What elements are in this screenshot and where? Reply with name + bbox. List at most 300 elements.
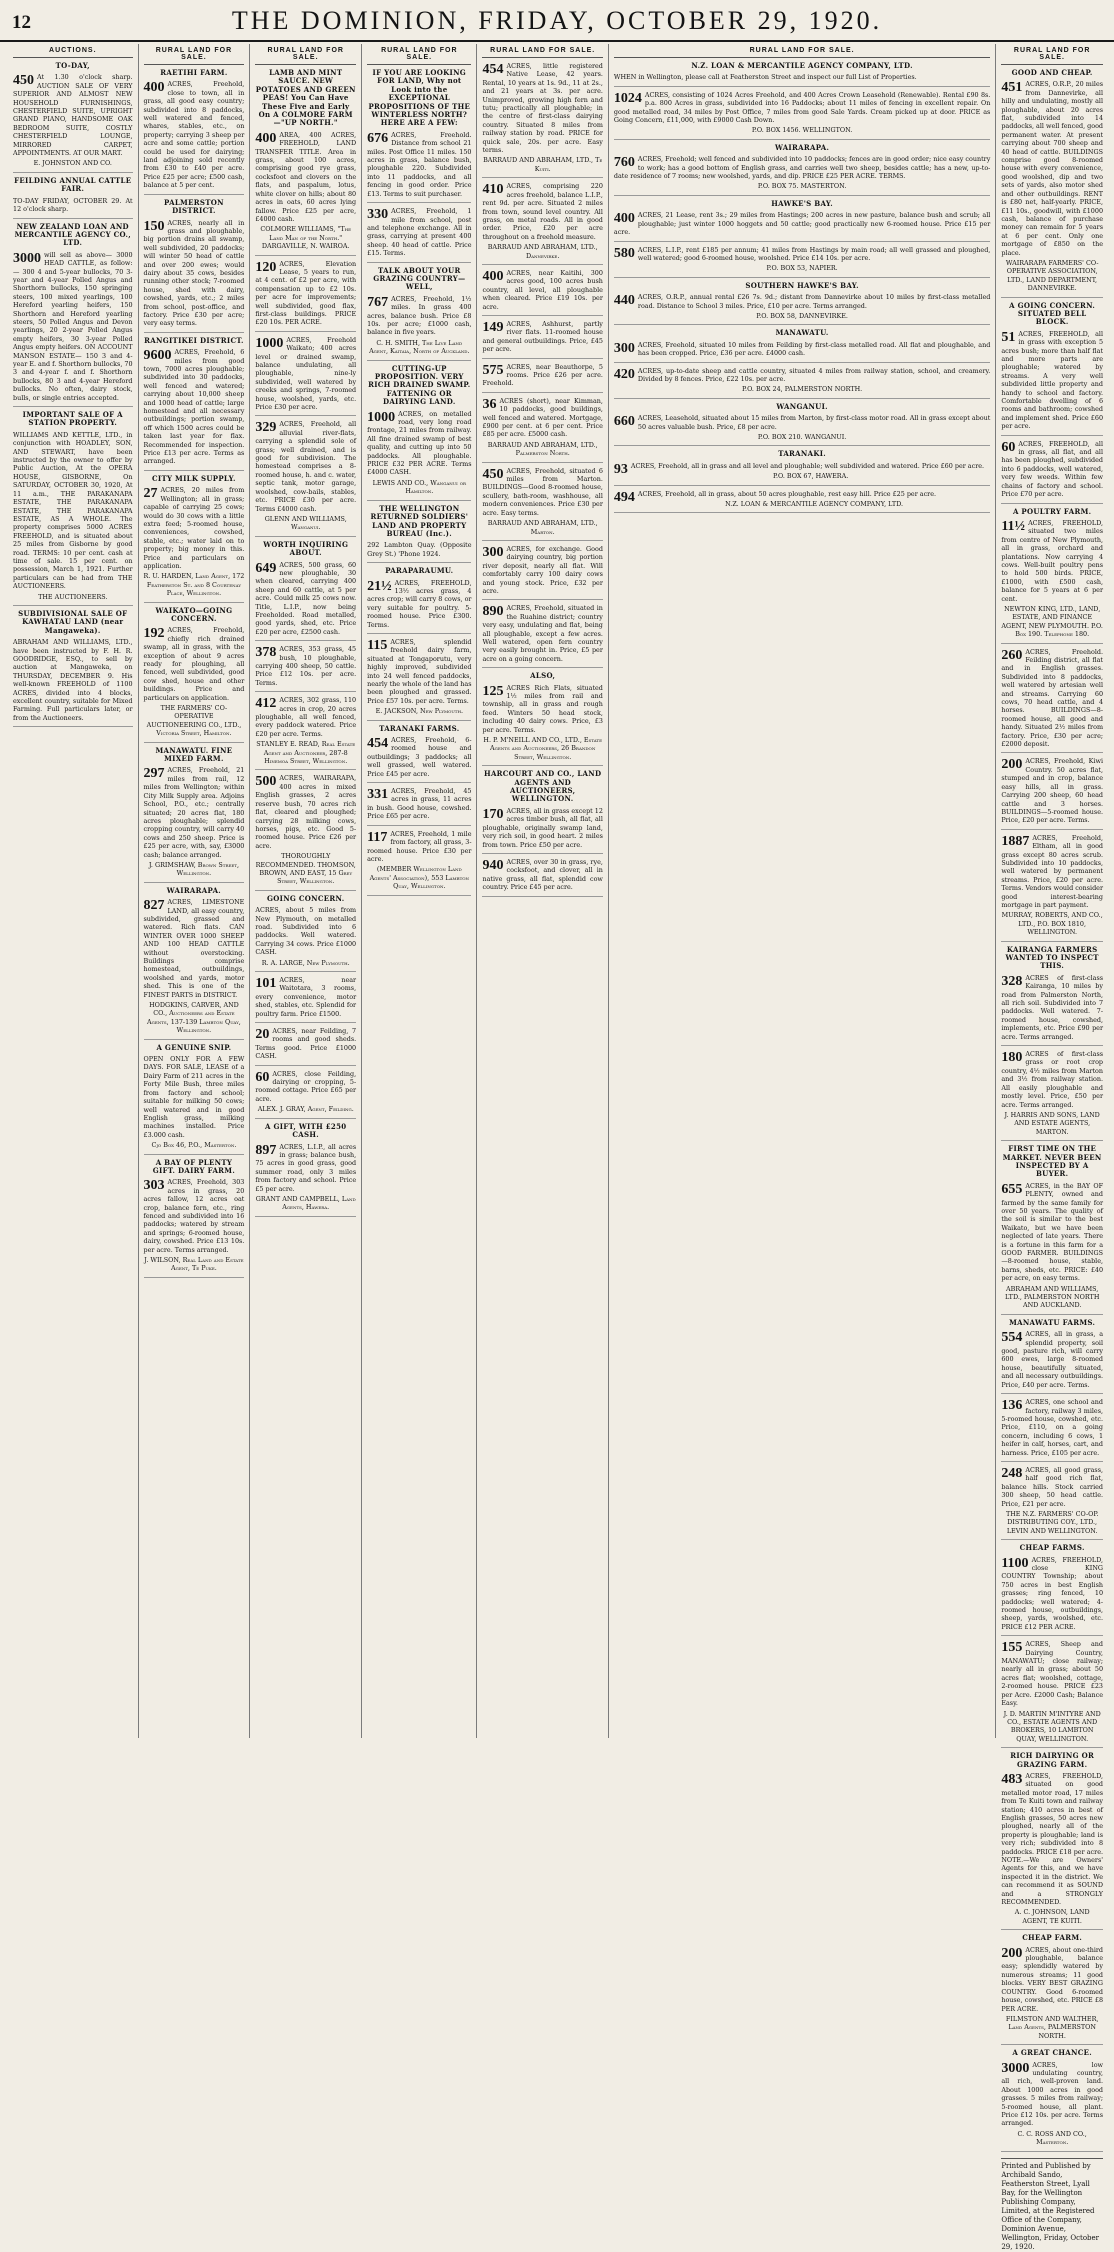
ad-body-text: ACRES of first-class grass or root crop country, 4½ miles from Marton and 3½ from railway station. All easily ploughable and mostly level. Price, £50 per acre. Terms arranged.	[1001, 1050, 1104, 1109]
ad-body	[13, 431, 133, 591]
ad-headline: MANAWATU FARMS.	[1009, 1317, 1096, 1327]
column-heading: RURAL LAND FOR SALE.	[144, 44, 245, 65]
classified-ad	[367, 725, 471, 783]
classified-ad	[367, 267, 471, 361]
ad-body	[367, 638, 471, 705]
ad-body	[482, 467, 602, 517]
ad-agent: P.O. BOX 210. WANGANUI.	[757, 433, 847, 441]
ad-body-text: ACRES, all in grass except 12 acres timber bush, all flat, all ploughable, originally swamp land, very rich soil, in good heart. 2 miles from town. Price £50 per acre.	[482, 806, 603, 849]
classified-ad	[482, 62, 602, 178]
classified-ad	[13, 177, 133, 219]
ad-headline: CHEAP FARM.	[1022, 1933, 1083, 1943]
ad-body-text: ACRES, Elevation Lease, 5 years to run, at 4 cent. of £2 per acre, with compensation up to £2 10s. per acre for improvements; well subdivided, good flax, first-class buildings. PRICE £20 10s. PER ACRE.	[255, 259, 357, 327]
ad-acreage-number: 155	[1001, 1640, 1023, 1656]
classified-ad	[614, 403, 990, 447]
ad-body	[144, 1178, 245, 1254]
ad-agent: THE FARMERS' CO-OPERATIVE AUCTIONEERING CO., LTD., Victoria Street, Hamilton.	[146, 704, 242, 738]
ad-headline: N.Z. LOAN & MERCANTILE AGENCY COMPANY, LTD.	[691, 61, 913, 70]
imprint-footer: Printed and Published by Archibald Sando, Featherston Street, Lyall Bay, for the Wellington Publishing Company, Limited, at the Registered Office of the Company, Dominion Avenue, Wellington, Friday, October 29, 1920.	[1001, 2158, 1103, 2252]
column-1	[8, 44, 139, 1738]
classified-ad	[367, 567, 471, 634]
ad-acreage-number: 125	[482, 683, 504, 699]
ad-acreage-number: 1887	[1001, 833, 1030, 849]
ad-acreage-number: 554	[1001, 1330, 1023, 1346]
ad-acreage-number: 890	[482, 604, 504, 620]
ad-agent: NEWTON KING, LTD., LAND, ESTATE, AND FINANCE AGENT, NEW PLYMOUTH. P.O. Box 190. Telephone 180.	[1001, 604, 1103, 639]
ad-body-text: ACRES, comprising 220 acres freehold, balance L.I.P., rent 9d. per acre. Situated 2 miles from town, sound level country. All grass, on metal roads. All in good order. Price, £20 per acre throughout on a freehold measure.	[482, 182, 603, 241]
ad-agent: (MEMBER Wellington Land Agents' Association), 553 Lambton Quay, Wellington.	[369, 865, 470, 891]
ad-body	[1001, 1466, 1103, 1508]
classified-ad	[482, 182, 602, 265]
ad-body-text: ACRES, nearly all in grass and ploughable, big portion drains all swamp, well subdivided, 20 paddocks; will winter 50 head of cattle and over 200 ewes; would dairy about 35 cows, besides running other stock; 7-roomed house, shed with dairy, cowshed, yards, etc.; 2 miles from school, post-office, and factory. Price £30 per acre; very easy terms.	[143, 218, 245, 328]
ad-body	[144, 348, 245, 466]
ad-body-text: ACRES, near Feilding, 7 rooms and good sheds. Terms good. Price £1000 CASH.	[255, 1027, 357, 1061]
ad-body	[1001, 2061, 1103, 2128]
ad-body	[367, 207, 471, 257]
ad-headline: A POULTRY FARM.	[1012, 506, 1092, 516]
ad-headline: CHEAP FARMS.	[1019, 1543, 1085, 1553]
ad-body-text: At 1.30 o'clock sharp. AUCTION SALE OF VERY SUPERIOR AND ALMOST NEW HOUSEHOLD FURNISHINGS, CHESTERFIELD SUITE, UPRIGHT GRAND PIANO, HANDSOME OAK BEDROOM SUITE, COSTLY CHESTERFIELD LOUNGE, MIRRORED CARPET, APPOINTMENTS. AT OUR MART.	[13, 73, 133, 158]
classified-ad	[1001, 834, 1103, 942]
ad-body	[482, 269, 602, 311]
ad-body	[144, 486, 245, 570]
classified-ad	[1001, 2049, 1103, 2151]
ad-acreage-number: 760	[613, 155, 635, 171]
ad-acreage-number: 454	[367, 736, 389, 752]
ad-acreage-number: 300	[482, 544, 504, 560]
ad-body	[614, 414, 990, 431]
ad-body	[367, 410, 471, 477]
classified-ad	[255, 1027, 356, 1066]
ad-agent: THE AUCTIONEERS.	[38, 592, 108, 601]
ad-headline: IF YOU ARE LOOKING FOR LAND, Why not Look into the EXCEPTIONAL PROPOSITIONS OF THE WINTERLESS NORTH? HERE ARE A FEW:	[368, 68, 471, 128]
ad-acreage-number: 450	[482, 466, 504, 482]
ad-headline: WAIRARAPA.	[166, 885, 222, 895]
ad-body-text: OPEN ONLY FOR A FEW DAYS. FOR SALE, LEASE of a Dairy Farm of 211 acres in the Forty Mile Bush, three miles from factory and school; suitable for milking 50 cows; well watered and in good English grass, milking machines installed. Price £3.000 cash.	[143, 1055, 245, 1139]
classified-ad	[1001, 1544, 1103, 1636]
ad-agent: J. GRIMSHAW, Brown Street, Wellington.	[148, 860, 240, 878]
classified-ad	[13, 62, 133, 173]
ad-headline: A GOING CONCERN. SITUATED BELL BLOCK.	[1009, 300, 1096, 327]
ad-body-text: ACRES, all in grass, a splendid property, soil good, pasture rich, will carry 600 ewes, large 8-roomed house, beautifully situated, and all necessary outbuildings. Price, £40 per acre. Terms.	[1001, 1330, 1104, 1389]
classified-ad	[144, 199, 245, 333]
classified-ad	[1001, 69, 1103, 298]
ad-body-text: ACRES, Freehold, 6 miles from good town, 7000 acres ploughable; subdivided into 30 paddocks, well fenced and watered; carrying about 10,000 sheep and 1000 head of cattle; large homestead and all necessary outbuildings; portion swamp, off which 1500 acres could be taken last year for flax. Recommended for inspection. Price £13 per acre. Terms as arranged.	[143, 348, 245, 466]
ad-headline: A GENUINE SNIP.	[156, 1042, 232, 1052]
ad-headline: THE WELLINGTON RETURNED SOLDIERS' LAND AND PROPERTY BUREAU (Inc.).	[370, 503, 469, 538]
classified-ad	[1001, 1466, 1103, 1540]
ad-body	[144, 80, 245, 189]
ad-headline: SOUTHERN HAWKE'S BAY.	[745, 280, 859, 290]
ad-acreage-number: 1000	[255, 335, 284, 351]
ad-acreage-number: 767	[367, 294, 389, 310]
ad-acreage-number: 440	[613, 293, 635, 309]
ad-body	[367, 830, 471, 864]
ad-body-text: ACRES, Freehold, 1½ miles. In grass 400 acres, balance bush. Price £8 10s. per acre; £1000 cash, balance in five years.	[367, 294, 472, 337]
ad-agent: BARRAUD AND ABRAHAM, LTD., Marton.	[487, 519, 598, 536]
ad-headline: RAETIHI FARM.	[160, 68, 228, 77]
ad-agent: J. HARRIS AND SONS, LAND AND ESTATE AGENTS, MARTON.	[1004, 1110, 1100, 1136]
ad-acreage-number: 3000	[13, 250, 41, 266]
ad-body	[367, 131, 471, 198]
ad-headline: RANGITIKEI DISTRICT.	[144, 335, 244, 345]
ad-headline: A GIFT, WITH £250 CASH.	[265, 1121, 347, 1140]
ad-body	[482, 807, 602, 849]
ad-acreage-number: 170	[482, 806, 504, 822]
ad-headline: ALSO,	[530, 671, 556, 681]
classified-ad	[482, 858, 602, 897]
ad-body	[482, 858, 602, 892]
classified-ad	[1001, 1398, 1103, 1462]
ad-body-text: ACRES, Sheep and Dairying Country, MANAWATU; close railway; nearly all in grass; about 50 acres flat; woolshed, cottage, 2-roomed house. PRICE £23 per Acre. £2000 Cash; Balance Easy.	[1001, 1640, 1104, 1708]
ad-agent: P.O. BOX 67, HAWERA.	[772, 472, 849, 481]
ad-headline: LAMB AND MINT SAUCE. NEW POTATOES AND GREEN PEAS! You Can Have These Five and Early On A COLMORE FARM—"UP NORTH."	[255, 68, 356, 128]
ad-body-text: ACRES, FREEHOLD, all in grass, all flat, and all has been ploughed, subdivided into 6 paddocks, well watered, very few weeds. Within few chains of factory and school. Price £70 per acre.	[1001, 439, 1104, 499]
ad-body-text: ACRES, about one-third ploughable, balance easy; splendidly watered by numerous streams; 11 good blocks. VERY BEST GRAZING COUNTRY. Good 6-roomed house, cowshed, etc. PRICE £8 PER ACRE.	[1001, 1945, 1104, 2013]
ad-body	[1001, 330, 1103, 431]
ad-acreage-number: 11½	[1001, 518, 1026, 534]
ad-body-text: ACRES, little registered Native Lease, 42 years. Rental, 10 years at 1s. 9d., 11 at 2s., and 21 years at 3s. per acre. Unimproved, growing high fern and tutu; practically all ploughable; in the centre of first-class dairying country. Situated 8 miles from railway station by road. PRICE for quick sale, 20s. per acre. Easy terms.	[482, 62, 603, 155]
ad-body-text: WHEN in Wellington, please call at Featherston Street and inspect our full List of Properties.	[613, 73, 917, 82]
classified-ad	[13, 223, 133, 408]
ad-acreage-number: 1000	[367, 409, 396, 425]
ad-acreage-number: 494	[613, 489, 635, 505]
ad-acreage-number: 420	[613, 366, 635, 382]
ad-agent: H. P. M'NEILL AND CO., LTD., Estate Agents and Auctioneers, 26 Brandon Street, Wellington.	[483, 736, 602, 761]
ad-body	[255, 645, 356, 687]
ad-body-text: ACRES, 353 grass, 45 bush, 10 ploughable, carrying 400 sheep, 50 cattle. Price £12 10s. per acre. Terms.	[255, 645, 357, 687]
classified-ad	[255, 541, 356, 641]
ad-body-text: ACRES, for exchange. Good dairying country, big portion river deposit, nearly all flat. Will comfortably carry 100 dairy cows and young stock. Price, £32 per acre.	[482, 544, 603, 595]
ad-acreage-number: 400	[482, 268, 504, 284]
ad-body	[144, 766, 245, 858]
ad-acreage-number: 300	[613, 340, 635, 356]
ad-body-text: ACRES, Freehold, 303 acres in grass, 20 acres fallow, 12 acres oat crop, balance fern, etc., ring fenced and subdivided into 16 paddocks; watered by stream and springs; 6-roomed house, dairy, cowshed. Price £13 10s. per acre. Terms arranged.	[143, 1178, 245, 1254]
column-6	[609, 44, 996, 1738]
ad-body-text: ACRES, Freehold Waikato; 400 acres level or drained swamp, balance undulating, all ploughable, nine-ly subdivided, well watered by creeks and springs, 7-roomed house, woolshed, yards, etc. Price £30 per acre.	[255, 335, 357, 412]
ad-body-text: ACRES Rich Flats, situated 1½ miles from rail and township, all in grass and rough feed. Winters 50 head stock, including 40 dairy cows. Price, £3 per acre. Terms.	[482, 683, 603, 734]
classified-ad	[255, 895, 356, 972]
ad-body-text: ACRES, L.I.P., all acres in grass; balance bush, 75 acres in good grass, good summer road, only 3 miles from factory and school. Price £5 per acre.	[255, 1142, 357, 1193]
ad-body	[482, 62, 602, 154]
classified-ad	[144, 69, 245, 195]
classified-ad	[1001, 648, 1103, 754]
ad-body	[614, 211, 990, 236]
ad-agent: COLMORE WILLIAMS, "The Land Man of the North." DARGAVILLE, N. WAIROA.	[260, 225, 352, 251]
ad-body-text: ACRES, L.I.P., rent £185 per annum; 41 miles from Hastings by main road; all well grassed and ploughed, well watered; good 6-roomed house, woolshed. Price £14 10s. per acre.	[637, 245, 991, 262]
ad-body	[255, 906, 356, 956]
ad-body-text: ACRES, 21 Lease, rent 3s.; 29 miles from Hastings; 200 acres in new pasture, balance bush and scrub; all ploughable; just winter 1000 hoggets and 50 cattle; good practically new 6-roomed house. Price £15 per acre.	[613, 211, 991, 237]
ad-agent: P.O. BOX 53, NAPIER.	[766, 264, 838, 273]
ad-body-text: ACRES, O.R.P., 20 miles from Dannevirke, all hilly and undulating, mostly all ploughable, about 20 acres flat, subdivided into 14 paddocks, all well fenced, good permanent water. At present carrying about 700 sheep and 40 head of cattle. BUILDINGS comprise good 8-roomed house with every convenience, good woolshed, dip and two sets of yards, also motor shed and other outbuildings. RENT is £80 net, half-yearly. PRICE, £11 10s., goodwill, with £1000 cash, balance of purchase money can remain for 5 years at 6 per cent. Only one mortgage of £850 on the place.	[1001, 80, 1104, 257]
ad-acreage-number: 897	[255, 1142, 277, 1158]
ad-headline: MANAWATU.	[775, 328, 829, 338]
classified-ad	[255, 774, 356, 890]
ad-acreage-number: 192	[143, 626, 165, 642]
ad-agent: ABRAHAM AND WILLIAMS, LTD., PALMERSTON NORTH AND AUCKLAND.	[1004, 1284, 1100, 1310]
ad-body-text: ACRES, Freehold, 6-roomed house and outbuildings; 3 paddocks; all well grassed, well watered. Price £45 per acre.	[367, 736, 472, 778]
ad-agent: R. U. HARDEN, Land Agent, 172 Featherston St. and 8 Courtenay Place, Wellington.	[143, 572, 245, 598]
ad-body-text: ACRES, 500 grass, 60 new ploughable, 30 when cleared, carrying 400 sheep and 60 cattle, at 5 per acre. Could milk 25 cows now. Title, L.I.P., now being Freeholded. Road metalled, good yards, shed, etc. Price £20 per acre, £2500 cash.	[255, 560, 357, 636]
ad-body	[1001, 1398, 1103, 1457]
ad-body	[1001, 80, 1103, 257]
ad-body-text: ACRES, LIMESTONE LAND, all easy country, subdivided, grassed and watered. Rich flats. CAN WINTER OVER 1000 SHEEP AND 100 HEAD CATTLE without overstocking. Buildings comprise homestead, outbuildings, woolshed and yards, motor shed. This is one of the FINEST PARTS in DISTRICT.	[143, 898, 245, 999]
ad-headline: HAWKE'S BAY.	[771, 198, 833, 208]
ad-headline: TARANAKI.	[778, 449, 827, 459]
classified-ad	[1001, 1640, 1103, 1748]
ad-agent: FILMSTON AND WALTHER, Land Agents, PALMERSTON NORTH.	[1005, 2014, 1099, 2040]
ad-body	[255, 696, 356, 738]
ad-headline: PALMERSTON DISTRICT.	[164, 197, 224, 216]
ad-body	[1001, 440, 1103, 499]
classified-ad	[144, 1159, 245, 1278]
ad-headline: PARAPARAUMU.	[385, 566, 454, 576]
ad-body	[144, 219, 245, 328]
ad-body	[1001, 648, 1103, 749]
ad-agent: P.O. BOX 58, DANNEVIRKE.	[756, 311, 848, 320]
classified-ad	[614, 91, 990, 140]
ad-agent: J. D. MARTIN M'INTYRE AND CO., ESTATE AGENTS AND BROKERS, 10 LAMBTON QUAY, WELLINGTON.	[1003, 1709, 1101, 1743]
ad-body-text: ACRES, Freehold, all in grass, about 50 acres ploughable, rest easy hill. Price £25 per acre.	[637, 489, 937, 498]
ad-body-text: ACRES, near Kaitihi, 300 acres good, 100 acres bush country, all level, all ploughable when cleared. Price £19 10s. per acre.	[482, 268, 603, 311]
ad-body-text: ACRES, Ashhurst, partly river flats. 11-roomed house and general outbuildings. Price, £45 per acre.	[482, 319, 603, 354]
column-heading: AUCTIONS.	[13, 44, 133, 58]
ad-body-text: ACRES of first-class Kairanga, 10 miles by road from Palmerston North, all rich soil. Subdivided into 7 paddocks. Well watered. 7-roomed house, cowshed, implements, etc. Price £90 per acre. Terms arranged.	[1001, 973, 1104, 1041]
ad-headline: A BAY OF PLENTY GIFT. DAIRY FARM.	[152, 1157, 236, 1175]
ad-headline: FIRST TIME ON THE MARKET. NEVER BEEN INSPECTED BY A BUYER.	[1002, 1144, 1102, 1179]
classified-ad	[255, 336, 356, 417]
ad-body	[1001, 1050, 1103, 1109]
ad-agent: ALEX. J. GRAY, Agent, Feilding.	[257, 1105, 354, 1114]
ad-acreage-number: 660	[613, 414, 635, 430]
classified-ad	[614, 246, 990, 278]
column-5	[477, 44, 608, 1738]
ad-headline: CITY MILK SUPPLY.	[152, 473, 236, 483]
ad-acreage-number: 655	[1001, 1181, 1023, 1197]
ad-agent: THE N.Z. FARMERS' CO-OP. DISTRIBUTING COY., LTD., LEVIN AND WELLINGTON.	[1005, 1509, 1099, 1535]
ad-acreage-number: 400	[255, 130, 277, 146]
ad-acreage-number: 400	[613, 211, 635, 227]
ad-agent: BARRAUD AND ABRAHAM, LTD., Dannevirke.	[487, 243, 598, 260]
ad-body	[614, 73, 990, 81]
classified-ad	[614, 144, 990, 196]
ad-body	[1001, 834, 1103, 910]
classified-ad	[367, 207, 471, 262]
ad-body-text: ACRES, O.R.P., annual rental £26 7s. 9d.; distant from Dannevirke about 10 miles by first-class metalled road. Distance to School 3 miles. Price, £10 per acre. Terms arranged.	[637, 293, 991, 310]
ad-acreage-number: 378	[255, 645, 277, 661]
ad-acreage-number: 676	[367, 130, 389, 146]
ad-acreage-number: 400	[143, 80, 165, 96]
column-heading: RURAL LAND FOR SALE.	[255, 44, 356, 65]
ad-body	[255, 260, 356, 327]
ad-body-text: ACRES, near Beauthorpe, 5 rooms. Price £26 per acre. Freehold.	[482, 362, 603, 388]
ad-acreage-number: 303	[143, 1178, 165, 1194]
classified-ad	[144, 337, 245, 471]
ad-body	[614, 246, 990, 263]
ad-headline: NEW ZEALAND LOAN AND MERCANTILE AGENCY CO., LTD.	[14, 221, 131, 248]
ad-body-text: ACRES, splendid freehold dairy farm, situated at Tongaporutu, very highly improved, subdivided into 24 well fenced paddocks, nearly the whole of the land has been ploughed and grassed. Price £57 10s. per acre. Terms.	[367, 637, 472, 705]
ad-headline: IMPORTANT SALE OF A STATION PROPERTY.	[22, 410, 123, 428]
classified-ad	[13, 411, 133, 606]
ad-acreage-number: 328	[1001, 973, 1023, 989]
ad-acreage-number: 36	[482, 396, 497, 412]
ad-body-text: ACRES, Freehold, Eltham, all in good grass except 80 acres scrub. Subdivided into 10 paddocks, well watered by permanent streams. Price, £20 per acre. Terms. Vendors would consider good interest-bearing mortgage in part payment.	[1001, 833, 1104, 909]
ad-body-text: ACRES, Freehold, 21 miles from rail, 12 miles from Wellington; within City Milk Supply area. Adjoins School, P.O., etc.; centrally situated; 20 acres flat, 180 acres ploughable; splendid cropping country, will carry 40 cows and 250 sheep. Price is £25 per acre, with, say, £3000 cash; balance arranged.	[143, 766, 245, 859]
ad-body-text: ACRES, FREEHOLD, all in grass with exception 5 acres bush; more than half flat and more parts are ploughable; watered by streams. A very well subdivided little property and handy to school and factory. Comfortable dwelling of 6 rooms and bathroom; cowshed and implement shed. Price £60 per acre.	[1001, 329, 1104, 431]
classified-ad	[255, 696, 356, 770]
ad-body	[255, 420, 356, 512]
ad-agent: WAIRARAPA FARMERS' CO-OPERATIVE ASSOCIATION, LTD., LAND DEPARTMENT, DANNEVIRKE.	[1005, 258, 1099, 293]
ad-body-text: ACRES, 302 grass, 110 acres in crop, 20 acres ploughable, all well fenced, every paddock watered. Price £20 per acre. Terms.	[255, 696, 357, 738]
classified-ad	[614, 367, 990, 399]
ad-body	[367, 787, 471, 821]
page-number: 12	[12, 12, 31, 33]
ad-body	[13, 73, 133, 157]
classified-ad	[614, 490, 990, 514]
ad-agent: P.O. BOX 24, PALMERSTON NORTH.	[742, 385, 863, 394]
classified-ad	[144, 475, 245, 603]
ad-acreage-number: 412	[255, 696, 277, 712]
classified-ad	[367, 830, 471, 896]
ad-acreage-number: 180	[1001, 1050, 1023, 1066]
classified-ad	[482, 467, 602, 541]
ad-acreage-number: 454	[482, 62, 504, 77]
ad-agent: P.O. BOX 75. MASTERTON.	[757, 182, 847, 191]
ad-body-text: ACRES, up-to-date sheep and cattle country, situated 4 miles from railway station, school, and creamery. Divided by 8 fences. Price, £22 10s. per acre.	[637, 366, 991, 383]
ad-headline: CUTTING-UP PROPOSITION. VERY RICH DRAINED SWAMP. FATTENING OR DAIRYING LAND.	[368, 363, 471, 407]
ad-headline: WAIRARAPA.	[774, 142, 830, 152]
classified-ad	[367, 365, 471, 501]
ad-acreage-number: 331	[367, 787, 389, 803]
ad-body	[1001, 1946, 1103, 2013]
ad-body-text: ACRES, Freehold. Distance from school 21 miles. Post Office 11 miles. 150 acres in grass, balance bush, ploughable 220. Subdivided into 11 paddocks, and all fencing in good order. Price £13. Terms to suit purchaser.	[367, 130, 472, 198]
classified-ad	[1001, 1319, 1103, 1394]
ad-body	[1001, 1772, 1103, 1907]
ad-body-text: ACRES, Freehold, chiefly rich drained swamp, all in grass, with the exception of about 9 acres ready for ploughing, all fenced, well subdivided, good cow shed, house and other buildings. Price and particulars on application.	[143, 626, 245, 702]
classified-ad	[1001, 946, 1103, 1046]
ad-acreage-number: 248	[1001, 1465, 1023, 1481]
ad-headline: GOING CONCERN.	[266, 893, 345, 903]
classified-ad	[482, 545, 602, 600]
ad-body	[255, 1143, 356, 1193]
classified-ad	[367, 638, 471, 721]
ad-body-text: ACRES, Freehold. Feilding district, all flat and in English grasses. Subdivided into 8 paddocks, well watered by artesian well and streams. Carrying 60 cows, 70 head cattle, and 4 horses. BUILDINGS—8-roomed house, all good and handy. Situated 2½ miles from factory. Price, £30 per acre; £2000 deposit.	[1001, 647, 1104, 749]
ad-body-text: ACRES, on metalled road, very long road frontage, 21 miles from railway. All fine drained swamp of best quality, and cutting up into 50 paddocks. All ploughable. PRICE £32 PER ACRE. Terms £4000 CASH.	[367, 409, 472, 477]
classified-ad	[144, 747, 245, 883]
ad-headline: SUBDIVISIONAL SALE OF KAWHATAU LAND (near Mangaweka).	[18, 608, 128, 635]
ad-acreage-number: 150	[143, 218, 165, 234]
ad-headline: RICH DAIRYING OR GRAZING FARM.	[1010, 1751, 1095, 1769]
ad-acreage-number: 580	[613, 245, 635, 261]
column-heading: RURAL LAND FOR SALE.	[367, 44, 471, 65]
classified-ad	[614, 62, 990, 87]
classified-ad	[482, 269, 602, 316]
ad-body-text: ACRES, WAIRARAPA, 400 acres in mixed English grasses, 2 acres reserve bush, 70 acres rich flat, cleared and ploughed; carrying 28 milking cows, horses, pigs, etc. Good 5-roomed house. Price £26 per acre.	[255, 774, 357, 850]
ad-headline: TO-DAY,	[55, 61, 90, 70]
ad-agent: BARRAUD AND ABRAHAM, LTD., Palmerston North.	[487, 440, 598, 458]
ad-acreage-number: 27	[143, 486, 158, 502]
ad-body	[367, 541, 471, 558]
ad-body-text: ACRES, Freehold, all alluvial river-flats, carrying a splendid sole of grass; well drained, and is good for subdivision. The homestead comprises a 8-roomed house, h. and c. water, septic tank, motor garage, woolshed, cow-bails, stables, etc. PRICE £30 per acre. Terms £4000 cash.	[255, 420, 357, 513]
ad-body-text: ACRES, Freehold, Kiwi Country. 50 acres flat, stumped and in crop, balance easy hills, all in grass. Carrying 200 sheep, 60 head cattle and 3 horses. BUILDINGS—5-roomed house. Price, £20 per acre. Terms.	[1001, 757, 1104, 825]
ad-acreage-number: 1024	[613, 90, 642, 106]
classified-ad	[1001, 1145, 1103, 1315]
column-4	[362, 44, 477, 1738]
ad-acreage-number: 60	[255, 1069, 270, 1085]
classified-ad	[482, 363, 602, 393]
classified-ad	[1001, 440, 1103, 504]
ad-acreage-number: 827	[143, 898, 165, 914]
ad-body	[13, 638, 133, 722]
ad-agent: J. WILSON, Real Land and Estate Agent, Te Puke.	[144, 1256, 244, 1273]
classified-ad	[144, 607, 245, 743]
ad-agent: MURRAY, ROBERTS, AND CO., LTD., P.O. BOX 1810, WELLINGTON.	[1001, 911, 1103, 937]
column-heading: RURAL LAND FOR SALE.	[482, 44, 602, 58]
ad-acreage-number: 93	[613, 461, 628, 477]
ad-body	[1001, 1330, 1103, 1389]
classified-ad	[614, 282, 990, 326]
classified-ad	[482, 672, 602, 766]
ad-body-text: ACRES, about 5 miles from New Plymouth, on metalled road. Subdivided into 6 paddocks. Well watered. Carrying 34 cows. Price £1000 CASH.	[255, 906, 357, 957]
ad-body	[614, 367, 990, 384]
ad-acreage-number: 940	[482, 857, 504, 873]
ad-acreage-number: 483	[1001, 1771, 1023, 1787]
ad-body	[144, 1055, 245, 1139]
ad-body-text: ACRES, Freehold, 45 acres in grass, 11 acres in bush. Good house, cowshed. Price £65 per acre.	[367, 787, 472, 821]
ad-headline: WAIKATO—GOING CONCERN.	[155, 605, 233, 623]
classified-ad	[482, 604, 602, 668]
ad-body-text: ACRES, Freehold, 1 mile from school, post and telephone exchange. All in grass, carrying at present 400 sheep. 40 head of cattle. Price £15. Terms.	[367, 207, 472, 258]
ad-body	[367, 295, 471, 337]
ad-agent: A. C. JOHNSON, LAND AGENT, TE KUITI.	[1014, 1908, 1090, 1925]
ad-body	[367, 579, 471, 629]
ad-acreage-number: 136	[1001, 1398, 1023, 1414]
ad-agent: E. JACKSON, New Plymouth.	[375, 707, 463, 716]
ad-body	[255, 976, 356, 1018]
ad-body-text: ACRES, FREEHOLD, situated two miles from centre of New Plymouth, all in grass, orchard and plantations. Now carrying 4 cows. Well-built poultry pens to hold 500 birds. PRICE, £1000, with £500 cash, balance for 5 years at 6 per cent.	[1001, 518, 1104, 603]
ad-body-text: ACRES, Freehold, situated in the Ruahine district; country very easy, undulating and flat, being all ploughable, except a few acres. Well watered, open fern country very easily brought in. Price, £5 per acre on a going concern.	[482, 604, 603, 663]
ad-body-text: ACRES, consisting of 1024 Acres Freehold, and 400 Acres Crown Leasehold (Renewable). Rental £90 8s. p.a. 800 Acres in grass, subdivided into 16 Paddocks; about 11 miles of fencing in excellent repair. On good metalled road, 34 miles by Post Office, 7 miles from good Sale Yards. Cream picked up at door. PRICE as Going Concern, £11,000, with £9000 Cash Down.	[613, 90, 991, 125]
classified-ad	[144, 1044, 245, 1155]
ad-body	[1001, 1556, 1103, 1632]
classified-ad	[482, 320, 602, 359]
ad-body	[255, 1027, 356, 1061]
ad-body-text: ACRES, FREEHOLD, close KING COUNTRY Township; about 750 acres in best English grasses; ring fenced, 10 paddocks; well watered; 4-roomed house, outbuildings, sheep, yards, woolshed, etc. PRICE £12 PER ACRE.	[1001, 1555, 1104, 1631]
masthead	[0, 0, 1114, 42]
ad-agent: LEWIS AND CO., Wanganui or Hamilton.	[372, 478, 467, 496]
ad-headline: HARCOURT AND CO., LAND AGENTS AND AUCTIONEERS, WELLINGTON.	[484, 769, 602, 804]
classified-ad	[144, 887, 245, 1040]
ad-agent: GLENN AND WILLIAMS, Wanganui.	[264, 514, 347, 532]
ad-acreage-number: 500	[255, 774, 277, 790]
ad-agent: N.Z. LOAN & MERCANTILE AGENCY COMPANY, LTD.	[725, 500, 904, 509]
ad-body-text: ACRES, Leasehold, situated about 15 miles from Marton, by first-class motor road. All in grass except about 50 acres valuable bush. Price, £8 per acre.	[637, 414, 991, 431]
ad-acreage-number: 21½	[367, 578, 392, 594]
ad-acreage-number: 117	[367, 829, 388, 845]
ad-headline: WORTH INQUIRING ABOUT.	[263, 539, 349, 558]
ad-acreage-number: 649	[255, 560, 277, 576]
ad-agent: E. JOHNSTON AND CO.	[33, 159, 112, 168]
ad-body	[255, 1070, 356, 1104]
classified-ad	[614, 200, 990, 242]
ad-body	[13, 197, 133, 214]
classified-ad	[1001, 757, 1103, 829]
ad-headline: MANAWATU. FINE MIXED FARM.	[155, 745, 233, 764]
ad-body	[367, 736, 471, 778]
ad-acreage-number: 9600	[143, 348, 172, 364]
ad-body	[614, 341, 990, 358]
ad-body	[1001, 974, 1103, 1041]
